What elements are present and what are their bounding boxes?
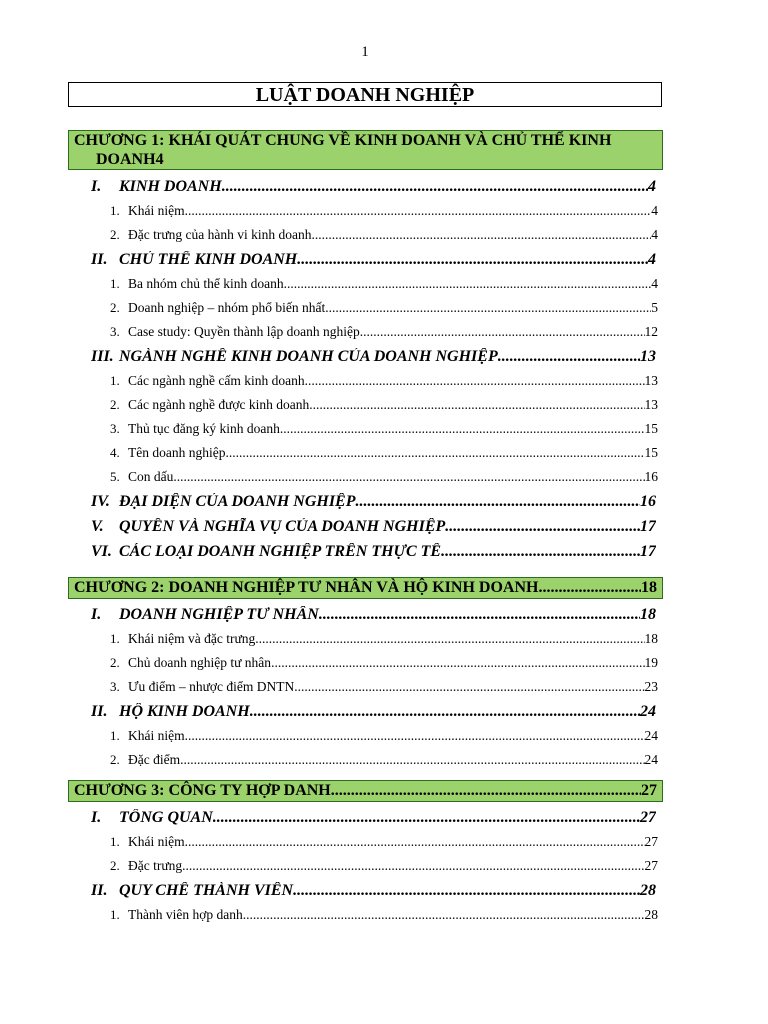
toc-item[interactable] <box>110 276 658 292</box>
item-number: 3. <box>110 421 120 436</box>
dot-leader <box>271 655 644 671</box>
toc-item[interactable] <box>110 445 658 461</box>
item-number: 5. <box>110 469 120 484</box>
dot-leader <box>331 781 641 801</box>
section-page: 27 <box>640 809 656 826</box>
item-title <box>110 276 284 292</box>
toc-item[interactable] <box>110 752 658 768</box>
item-page: 15 <box>644 445 658 460</box>
toc-chapter-3[interactable] <box>68 780 663 802</box>
section-number: II. <box>91 882 108 899</box>
dot-leader <box>173 469 644 485</box>
dot-leader <box>180 752 644 768</box>
item-number: 1. <box>110 276 120 291</box>
item-page: 19 <box>644 655 658 670</box>
item-label: Đặc trưng <box>128 858 183 873</box>
item-page: 27 <box>644 858 658 873</box>
dot-leader <box>185 834 645 850</box>
item-title <box>110 373 305 389</box>
toc-item[interactable] <box>110 203 658 219</box>
section-label: NGÀNH NGHỀ KINH DOANH CỦA DOANH NGHIỆP <box>119 348 498 365</box>
dot-leader <box>284 276 652 292</box>
section-title <box>91 493 355 511</box>
section-label: QUY CHẾ THÀNH VIÊN <box>119 882 294 899</box>
item-title <box>110 469 173 485</box>
section-page: 18 <box>640 606 656 623</box>
section-label: KINH DOANH <box>119 178 222 195</box>
section-number: III. <box>91 348 114 365</box>
item-title <box>110 631 255 647</box>
item-number: 3. <box>110 679 120 694</box>
item-title <box>110 421 280 437</box>
toc-section[interactable] <box>91 178 656 196</box>
dot-leader <box>250 703 640 721</box>
toc-item[interactable] <box>110 469 658 485</box>
dot-leader <box>441 543 640 561</box>
section-title <box>91 703 250 721</box>
section-title <box>91 543 441 561</box>
section-label: DOANH NGHIỆP TƯ NHÂN <box>119 606 319 623</box>
item-page: 28 <box>644 907 658 922</box>
section-number: V. <box>91 518 104 535</box>
item-number: 1. <box>110 373 120 388</box>
dot-leader <box>325 300 651 316</box>
item-label: Thủ tục đăng ký kinh doanh <box>128 421 280 436</box>
item-page: 13 <box>644 397 658 412</box>
toc-item[interactable] <box>110 300 658 316</box>
section-number: I. <box>91 178 102 195</box>
toc-section[interactable] <box>91 518 656 536</box>
section-title <box>91 882 293 900</box>
section-title <box>91 251 297 269</box>
dot-leader <box>498 348 640 366</box>
dot-leader <box>243 907 645 923</box>
section-page: 24 <box>640 703 656 720</box>
dot-leader <box>312 227 652 243</box>
toc-section[interactable] <box>91 882 656 900</box>
item-number: 1. <box>110 728 120 743</box>
item-number: 1. <box>110 834 120 849</box>
toc-item[interactable] <box>110 324 658 340</box>
item-label: Các ngành nghề cấm kinh doanh <box>128 373 305 388</box>
toc-section[interactable] <box>91 251 656 269</box>
item-number: 1. <box>110 907 120 922</box>
toc-item[interactable] <box>110 907 658 923</box>
item-title <box>110 679 294 695</box>
section-page: 4 <box>648 178 656 195</box>
item-label: Khái niệm <box>128 834 185 849</box>
chapter-2-title: CHƯƠNG 2: DOANH NGHIỆP TƯ NHÂN VÀ HỘ KINH DOANH <box>74 579 539 596</box>
item-page: 4 <box>651 276 658 291</box>
section-label: QUYỀN VÀ NGHĨA VỤ CỦA DOANH NGHIỆP <box>119 518 446 535</box>
item-label: Khái niệm và đặc trưng <box>128 631 256 646</box>
toc-item[interactable] <box>110 227 658 243</box>
toc-chapter-2[interactable] <box>68 577 663 599</box>
item-number: 2. <box>110 397 120 412</box>
dot-leader <box>294 679 644 695</box>
item-label: Chủ doanh nghiệp tư nhân <box>128 655 272 670</box>
item-page: 12 <box>644 324 658 339</box>
item-title <box>110 728 185 744</box>
item-label: Khái niệm <box>128 203 185 218</box>
dot-leader <box>305 373 645 389</box>
chapter-1-title-line2: DOANH <box>96 151 156 168</box>
section-number: II. <box>91 251 108 268</box>
item-title <box>110 907 243 923</box>
item-label: Đặc điểm <box>128 752 181 767</box>
item-page: 16 <box>644 469 658 484</box>
section-number: II. <box>91 703 108 720</box>
toc-chapter-1[interactable] <box>68 130 663 170</box>
dot-leader <box>309 397 644 413</box>
item-page: 4 <box>651 227 658 242</box>
section-page: 17 <box>640 518 656 535</box>
item-title <box>110 227 312 243</box>
item-number: 4. <box>110 445 120 460</box>
item-label: Ưu điểm – nhược điểm DNTN <box>128 679 295 694</box>
item-title <box>110 752 180 768</box>
dot-leader <box>185 728 645 744</box>
section-number: IV. <box>91 493 110 510</box>
item-page: 15 <box>644 421 658 436</box>
dot-leader <box>293 882 640 900</box>
dot-leader <box>280 421 645 437</box>
toc-section[interactable] <box>91 493 656 511</box>
item-label: Ba nhóm chủ thể kinh doanh <box>128 276 284 291</box>
section-page: 17 <box>640 543 656 560</box>
section-label: ĐẠI DIỆN CỦA DOANH NGHIỆP <box>119 493 356 510</box>
item-page: 24 <box>644 728 658 743</box>
item-title <box>110 324 360 340</box>
toc-section[interactable] <box>91 348 656 366</box>
item-title <box>110 300 325 316</box>
item-number: 2. <box>110 752 120 767</box>
section-label: CHỦ THỂ KINH DOANH <box>119 251 298 268</box>
item-label: Doanh nghiệp – nhóm phổ biến nhất <box>128 300 326 315</box>
toc-item[interactable] <box>110 397 658 413</box>
section-title <box>91 606 319 624</box>
section-number: I. <box>91 606 102 623</box>
toc-item[interactable] <box>110 655 658 671</box>
dot-leader <box>213 809 640 827</box>
dot-leader <box>185 203 652 219</box>
item-title <box>110 445 225 461</box>
dot-leader <box>355 493 640 511</box>
dot-leader <box>222 178 648 196</box>
dot-leader <box>297 251 648 269</box>
toc-item[interactable] <box>110 373 658 389</box>
item-number: 2. <box>110 300 120 315</box>
toc-item[interactable] <box>110 858 658 874</box>
section-title <box>91 518 445 536</box>
page-number: 1 <box>361 44 369 60</box>
toc-section[interactable] <box>91 703 656 721</box>
item-label: Khái niệm <box>128 728 185 743</box>
item-label: Case study: Quyền thành lập doanh nghiệp <box>128 324 360 339</box>
item-number: 3. <box>110 324 120 339</box>
section-page: 28 <box>640 882 656 899</box>
dot-leader <box>445 518 640 536</box>
item-page: 27 <box>644 834 658 849</box>
section-number: VI. <box>91 543 112 560</box>
section-number: I. <box>91 809 102 826</box>
item-title <box>110 858 182 874</box>
dot-leader <box>538 578 641 598</box>
chapter-2-page: 18 <box>641 579 657 596</box>
dot-leader <box>225 445 644 461</box>
toc-item[interactable] <box>110 834 658 850</box>
section-page: 16 <box>640 493 656 510</box>
toc-section[interactable] <box>91 543 656 561</box>
toc-section[interactable] <box>91 809 656 827</box>
section-label: CÁC LOẠI DOANH NGHIỆP TRÊN THỰC TẾ <box>119 543 442 560</box>
toc-item[interactable] <box>110 679 658 695</box>
item-page: 24 <box>644 752 658 767</box>
dot-leader <box>182 858 644 874</box>
item-title <box>110 203 185 219</box>
item-number: 2. <box>110 655 120 670</box>
dot-leader <box>255 631 644 647</box>
item-number: 1. <box>110 203 120 218</box>
item-label: Con dấu <box>128 469 174 484</box>
item-page: 18 <box>644 631 658 646</box>
item-label: Các ngành nghề được kinh doanh <box>128 397 310 412</box>
chapter-1-title-line1: CHƯƠNG 1: KHÁI QUÁT CHUNG VỀ KINH DOANH VÀ CHỦ THỂ KINH <box>74 132 612 149</box>
item-title <box>110 834 185 850</box>
section-label: HỘ KINH DOANH <box>119 703 250 720</box>
item-number: 2. <box>110 858 120 873</box>
section-title <box>91 178 222 196</box>
item-page: 5 <box>651 300 658 315</box>
toc-section[interactable] <box>91 606 656 624</box>
toc-item[interactable] <box>110 728 658 744</box>
section-title <box>91 348 498 366</box>
item-page: 23 <box>644 679 658 694</box>
item-page: 4 <box>651 203 658 218</box>
item-number: 1. <box>110 631 120 646</box>
item-title <box>110 397 309 413</box>
dot-leader <box>360 324 645 340</box>
document-title: LUẬT DOANH NGHIỆP <box>68 82 662 107</box>
chapter-3-title: CHƯƠNG 3: CÔNG TY HỢP DANH <box>74 782 331 799</box>
item-label: Đặc trưng của hành vi kinh doanh <box>128 227 312 242</box>
toc-item[interactable] <box>110 421 658 437</box>
item-label: Thành viên hợp danh <box>128 907 243 922</box>
item-title <box>110 655 271 671</box>
section-page: 4 <box>648 251 656 268</box>
section-page: 13 <box>640 348 656 365</box>
item-number: 2. <box>110 227 120 242</box>
item-page: 13 <box>644 373 658 388</box>
chapter-3-page: 27 <box>641 782 657 799</box>
chapter-1-page: 4 <box>155 151 164 168</box>
toc-item[interactable] <box>110 631 658 647</box>
section-label: TỔNG QUAN <box>119 809 213 826</box>
section-title <box>91 809 213 827</box>
item-label: Tên doanh nghiệp <box>128 445 226 460</box>
dot-leader <box>319 606 640 624</box>
